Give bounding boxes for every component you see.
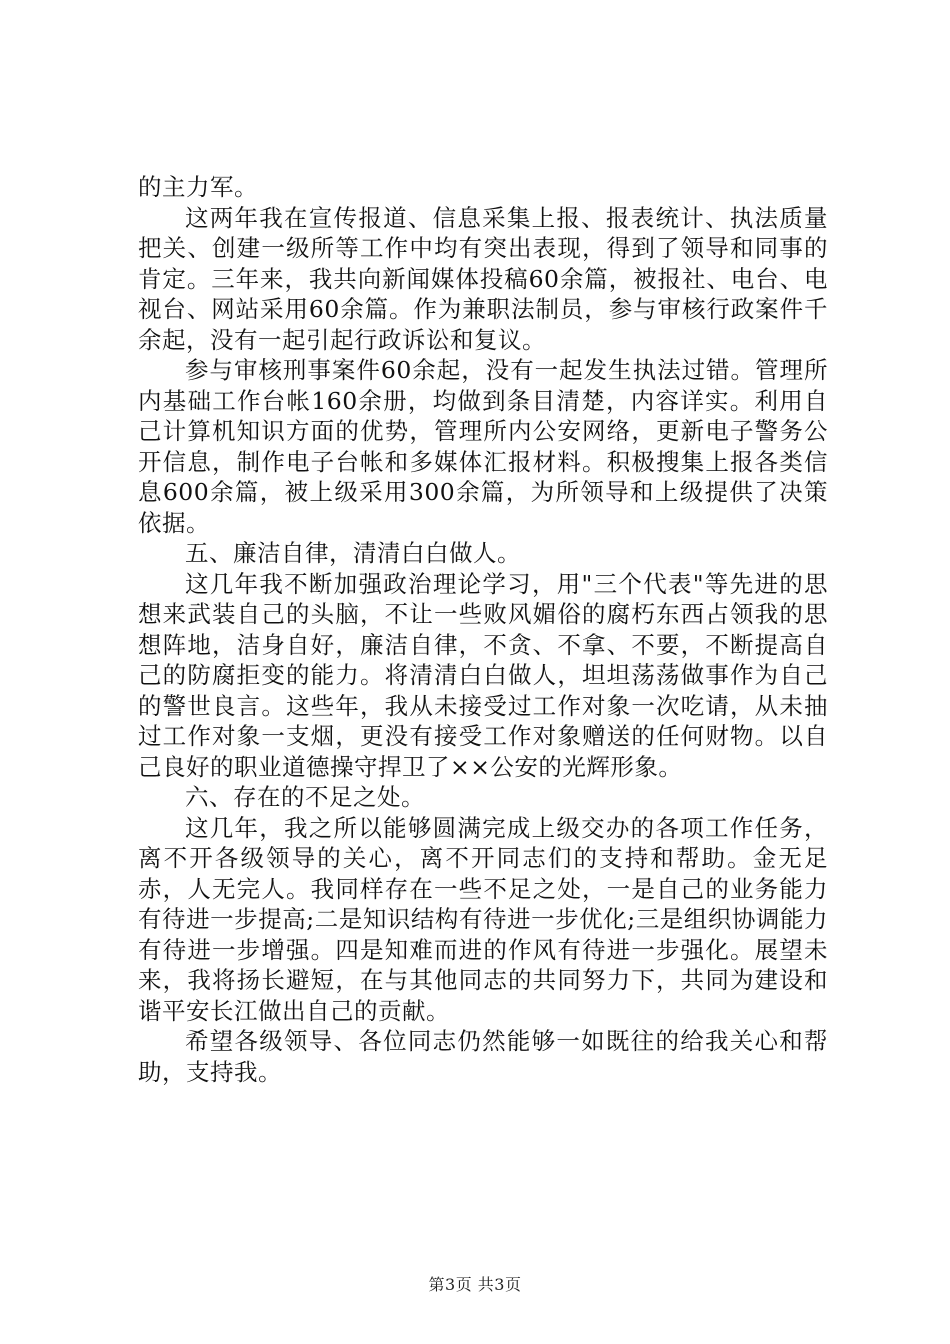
paragraph-3: 参与审核刑事案件60余起，没有一起发生执法过错。管理所内基础工作台帐160余册，均做到条目清楚，内容详实。利用自己计算机知识方面的优势，管理所内公安网络，更新电子警务公开信息，制作电子台帐和多媒体汇报材料。积极搜集上报各类信息600余篇，被上级采用300余篇，为所领导和上级提供了决策依据。 [138, 356, 828, 537]
page-footer [0, 1272, 950, 1295]
section-heading-6: 六、存在的不足之处。 [185, 783, 425, 811]
section-heading-5: 五、廉洁自律，清清白白做人。 [185, 539, 521, 567]
paragraph-5: 这几年我不断加强政治理论学习，用"三个代表"等先进的思想来武装自己的头脑，不让一些败风媚俗的腐朽东西占领我的思想阵地，洁身自好，廉洁自律，不贪、不拿、不要，不断提高自己的防腐拒变的能力。将清清白白做人，坦坦荡荡做事作为自己的警世良言。这些年，我从未接受过工作对象一次吃请，从未抽过工作对象一支烟，更没有接受工作对象赠送的任何财物。以自己良好的职业道德操守捍卫了××公安的光辉形象。 [138, 569, 828, 781]
paragraph-1: 的主力军。 [138, 173, 258, 201]
paragraph-7: 这几年，我之所以能够圆满完成上级交办的各项工作任务，离不开各级领导的关心，离不开同志们的支持和帮助。金无足赤，人无完人。我同样存在一些不足之处，一是自己的业务能力有待进一步提高;二是知识结构有待进一步优化;三是组织协调能力有待进一步增强。四是知难而进的作风有待进一步强化。展望未来，我将扬长避短，在与其他同志的共同努力下，共同为建设和谐平安长江做出自己的贡献。 [138, 813, 828, 1025]
page-number-label: 第3页 共3页 [428, 1275, 522, 1294]
paragraph-2: 这两年我在宣传报道、信息采集上报、报表统计、执法质量把关、创建一级所等工作中均有突出表现，得到了领导和同事的肯定。三年来，我共向新闻媒体投稿60余篇，被报社、电台、电视台、网站采用60余篇。作为兼职法制员，参与审核行政案件千余起，没有一起引起行政诉讼和复议。 [138, 203, 828, 354]
document-body [138, 172, 828, 1087]
paragraph-8: 希望各级领导、各位同志仍然能够一如既往的给我关心和帮助，支持我。 [138, 1027, 828, 1086]
